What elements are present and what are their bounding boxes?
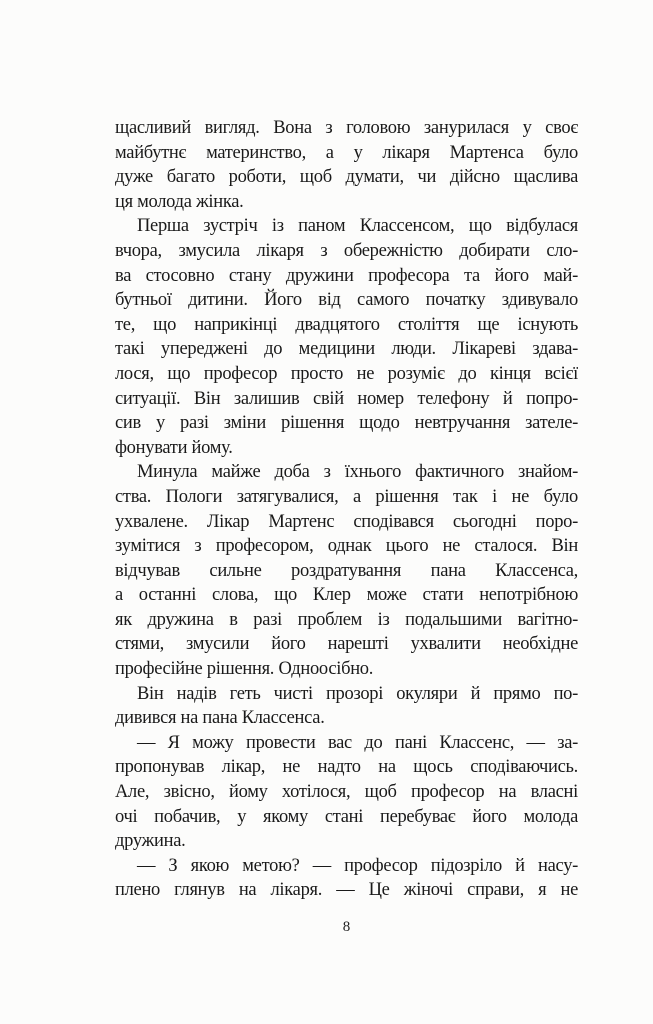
paragraph <box>115 214 578 460</box>
text-line: фонувати йому. <box>115 437 233 458</box>
text-line: — З якою метою? — професор підозріло й насу- <box>137 855 578 876</box>
text-line: майбутнє материнство, а у лікаря Мартенса було <box>115 142 578 163</box>
text-line: лося, що професор просто не розуміє до кінця всієї <box>115 363 578 384</box>
paragraph <box>115 460 578 681</box>
text-line: пропонував лікар, не надто на щось сподіваючись. <box>115 757 578 778</box>
text-line: дружина. <box>115 831 186 852</box>
text-line: щасливий вигляд. Вона з головою занурилася у своє <box>115 118 578 138</box>
paragraph <box>115 854 578 903</box>
text-line: відчував сильне роздратування пана Классенса, <box>115 560 578 581</box>
text-line: а останні слова, що Клер може стати непотрібною <box>115 585 578 606</box>
text-line: ства. Пологи затягувалися, а рішення так і не було <box>115 486 578 507</box>
text-line: Але, звісно, йому хотілося, щоб професор на власні <box>115 782 578 803</box>
text-line: вчора, змусила лікаря з обережністю добирати сло- <box>115 240 578 261</box>
text-line: ситуації. Він залишив свій номер телефону й попро- <box>115 388 578 409</box>
text-line: дуже багато роботи, щоб думати, чи дійсно щаслива <box>115 167 578 188</box>
text-line: професійне рішення. Одноосібно. <box>115 659 374 680</box>
text-line: такі упереджені до медицини люди. Лікареві здава- <box>115 339 578 360</box>
text-line: стями, змусили його нарешті ухвалити необхідне <box>115 634 578 655</box>
text-line: Він надів геть чисті прозорі окуляри й прямо по- <box>137 683 578 704</box>
text-line: плено глянув на лікаря. — Це жіночі справи, я не <box>115 880 578 901</box>
text-line: очі побачив, у якому стані перебуває його молода <box>115 806 578 827</box>
text-line: як дружина в разі проблем із подальшими вагітно- <box>115 609 578 630</box>
text-line: зумітися з професором, однак цього не сталося. Він <box>115 536 578 557</box>
text-line: — Я можу провести вас до пані Классенс, — за- <box>137 732 578 753</box>
text-line: ва стосовно стану дружини професора та його май- <box>115 265 578 286</box>
text-line: дивився на пана Классенса. <box>115 708 325 729</box>
text-line: сив у разі зміни рішення щодо невтручання зателе- <box>115 413 578 434</box>
text-line: Минула майже доба з їхнього фактичного знайом- <box>137 462 578 483</box>
paragraph <box>115 116 578 214</box>
text-line: ця молода жінка. <box>115 191 244 212</box>
paragraph <box>115 682 578 731</box>
paragraph <box>115 731 578 854</box>
text-line: те, що наприкінці двадцятого століття ще існують <box>115 314 578 335</box>
page-number: 8 <box>342 919 351 935</box>
page-text <box>115 116 578 903</box>
text-line: Перша зустріч із паном Классенсом, що відбулася <box>137 216 578 237</box>
text-line: бутньої дитини. Його від самого початку здивувало <box>115 290 578 311</box>
text-line: ухвалене. Лікар Мартенс сподівався сьогодні поро- <box>115 511 578 532</box>
